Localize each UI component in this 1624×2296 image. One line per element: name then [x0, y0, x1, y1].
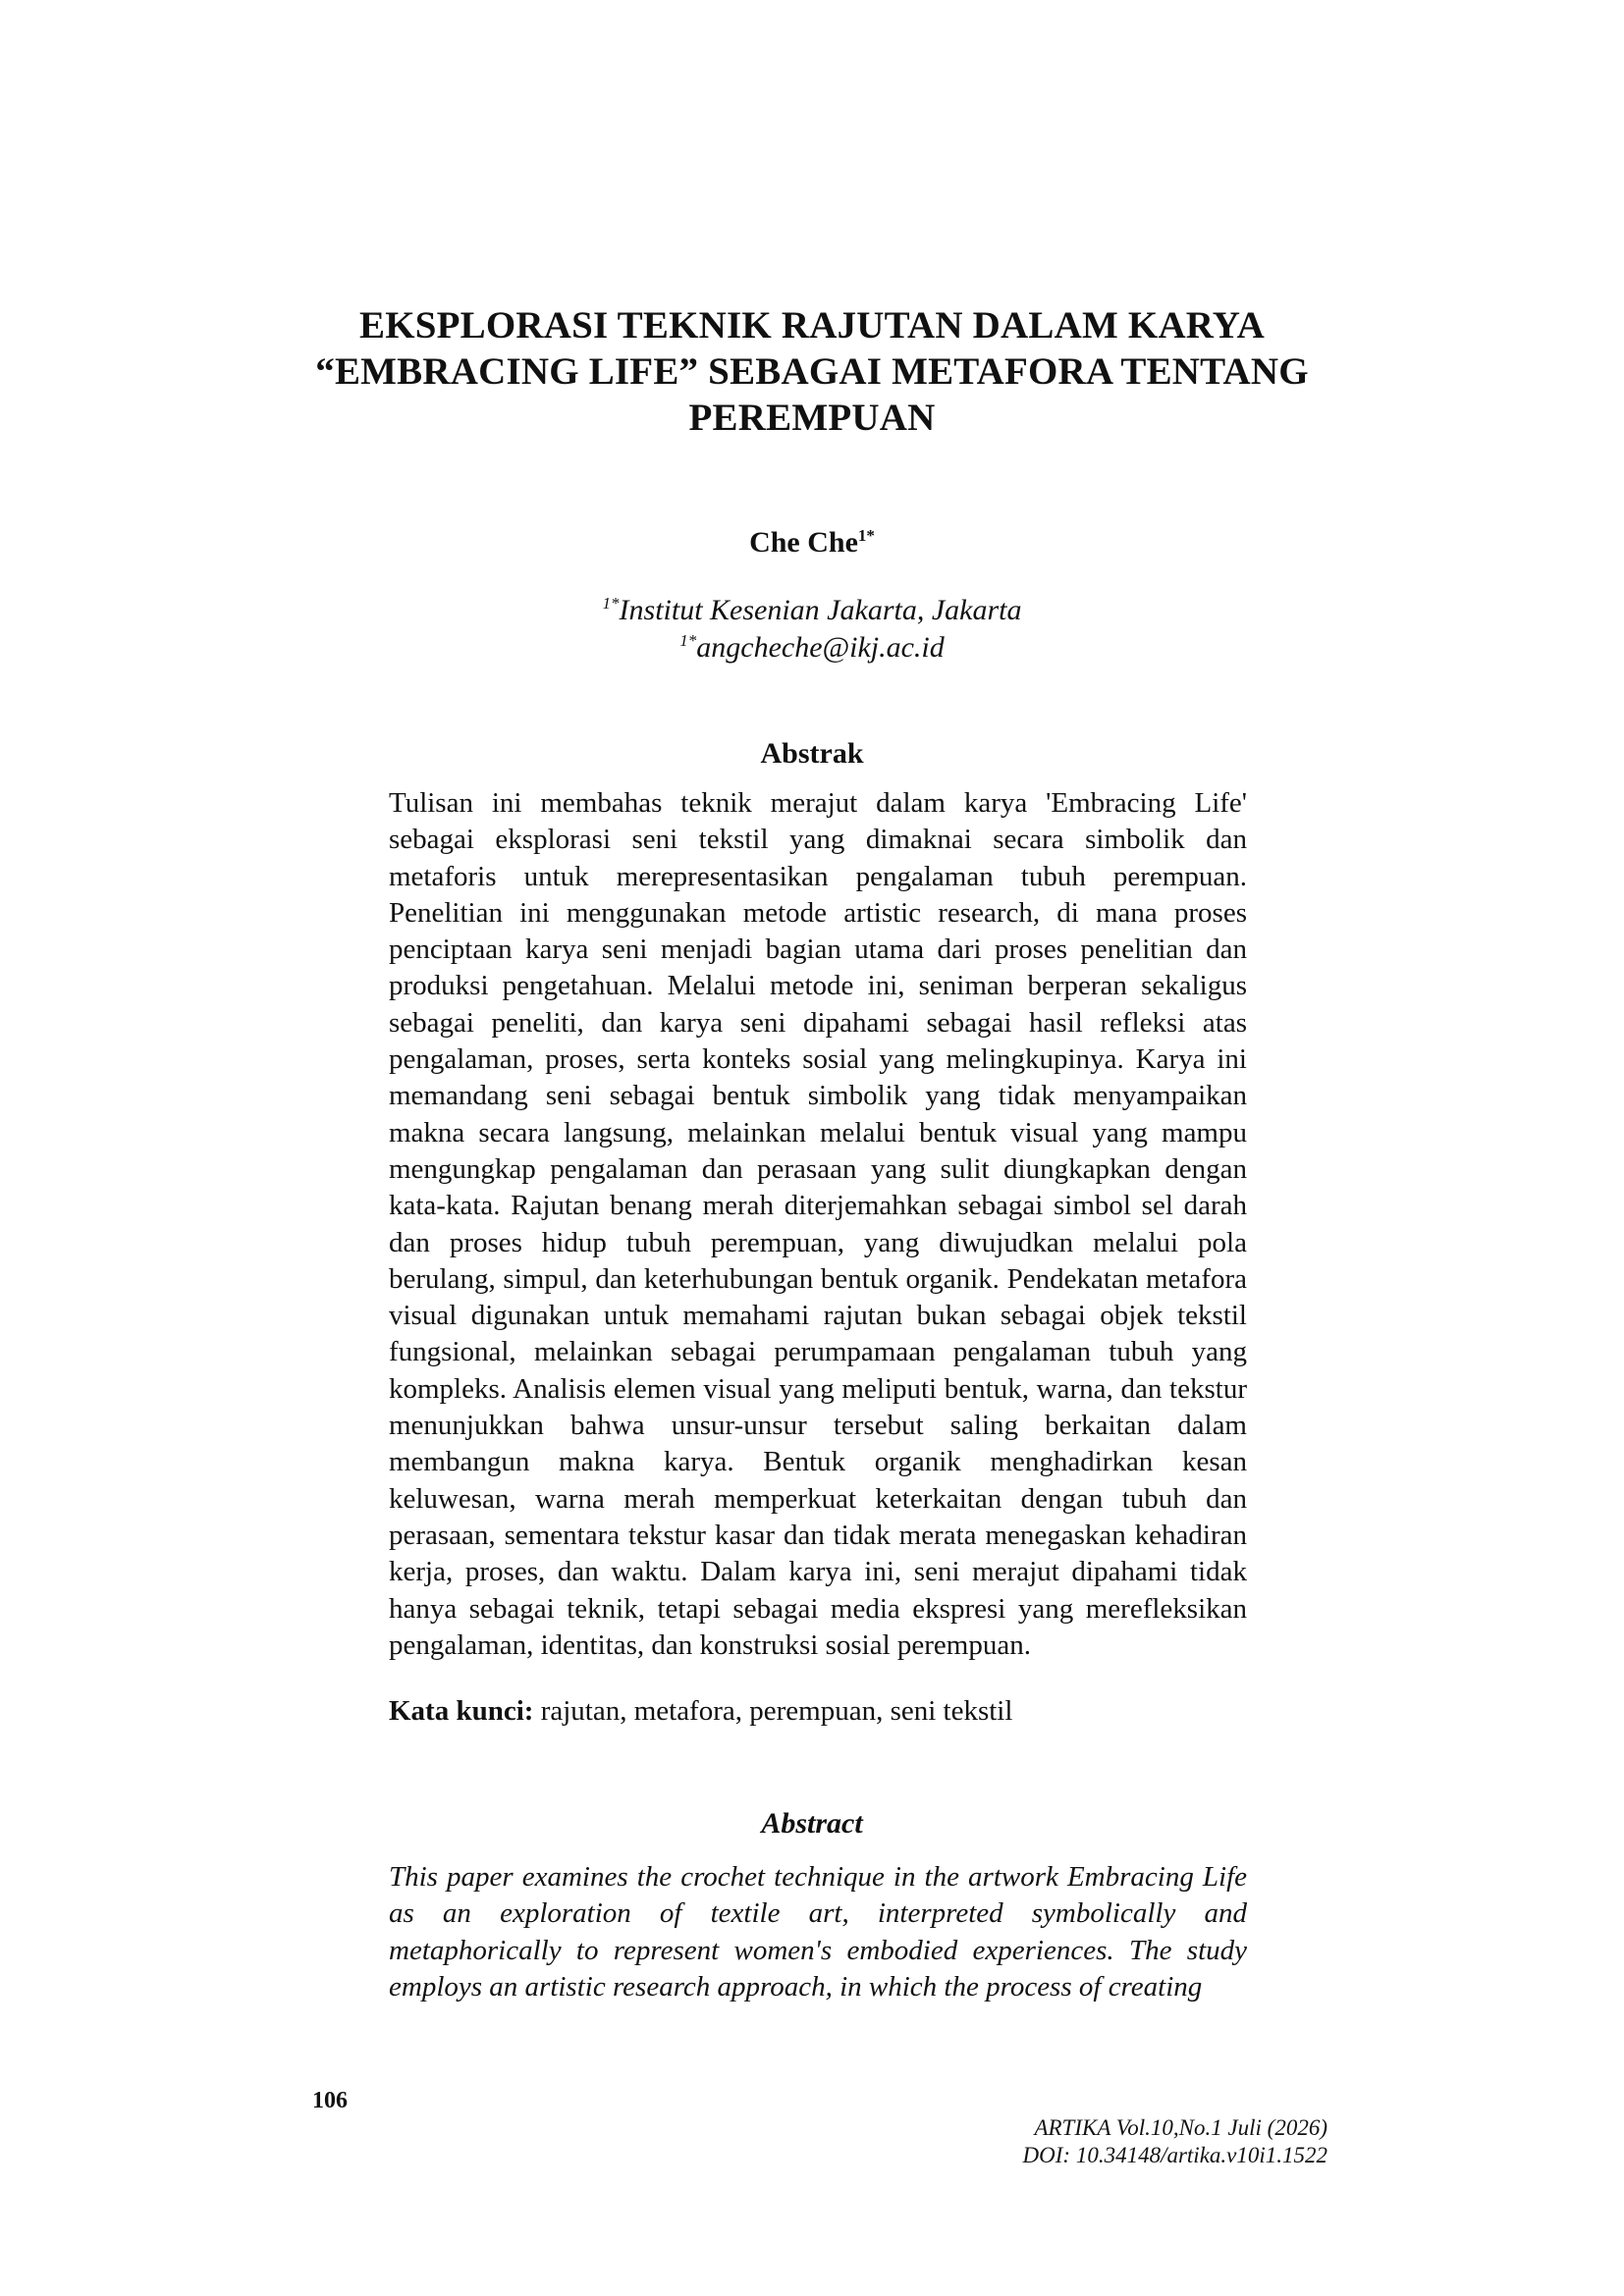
affiliation-block	[0, 592, 1624, 667]
author-email[interactable]: angcheche@ikj.ac.id	[696, 631, 945, 664]
abstract-heading: Abstract	[761, 1807, 863, 1840]
journal-footer	[1023, 2114, 1327, 2169]
paper-title-line: PEREMPUAN	[688, 397, 936, 439]
abstrak-heading: Abstrak	[760, 737, 864, 770]
paper-title-line: EKSPLORASI TEKNIK RAJUTAN DALAM KARYA	[359, 304, 1265, 347]
institution-marker: 1*	[602, 594, 620, 613]
paper-title-line: “EMBRACING LIFE” SEBAGAI METAFORA TENTANG	[315, 350, 1309, 393]
author-name: Che Che	[749, 526, 858, 559]
paper-title	[196, 302, 1428, 441]
email-line	[0, 629, 1624, 667]
journal-citation: ARTIKA Vol.10,No.1 Juli (2026)	[1034, 2115, 1327, 2140]
email-marker: 1*	[679, 631, 697, 650]
keywords-line	[389, 1693, 1247, 1730]
keywords-value: rajutan, metafora, perempuan, seni tekstil	[533, 1695, 1013, 1727]
institution-name: Institut Kesenian Jakarta, Jakarta	[619, 594, 1022, 626]
author-line	[0, 523, 1624, 562]
abstract-text: This paper examines the crochet technique in the artwork Embracing Life as an exploration of textile art, interpreted symbolically and metaphorically to represent women's embodied experiences. The study employs an artistic research approach, in which the process of creating	[389, 1861, 1247, 2002]
journal-doi[interactable]: DOI: 10.34148/artika.v10i1.1522	[1022, 2143, 1327, 2167]
page-number: 106	[312, 2088, 348, 2113]
institution-line	[0, 592, 1624, 629]
keywords-label: Kata kunci:	[389, 1695, 534, 1727]
author-marker: 1*	[857, 526, 875, 545]
abstrak-text: Tulisan ini membahas teknik merajut dalam karya 'Embracing Life' sebagai eksplorasi seni tekstil yang dimaknai secara simbolik dan metaforis untuk merepresentasikan pengalaman tubuh perempuan. Penelitian ini menggunakan metode artistic research, di mana proses penciptaan karya seni menjadi bagian utama dari proses penelitian dan produksi pengetahuan. Melalui metode ini, seniman berperan sekaligus sebagai peneliti, dan karya seni dipahami sebagai hasil refleksi atas pengalaman, proses, serta konteks sosial yang melingkupinya. Karya ini memandang seni sebagai bentuk simbolik yang tidak menyampaikan makna secara langsung, melainkan melalui bentuk visual yang mampu mengungkap pengalaman dan perasaan yang sulit diungkapkan dengan kata-kata. Rajutan benang merah diterjemahkan sebagai simbol sel darah dan proses hidup tubuh perempuan, yang diwujudkan melalui pola berulang, simpul, dan keterhubungan bentuk organik. Pendekatan metafora visual digunakan untuk memahami rajutan bukan sebagai objek tekstil fungsional, melainkan sebagai perumpamaan pengalaman tubuh yang kompleks. Analisis elemen visual yang meliputi bentuk, warna, dan tekstur menunjukkan bahwa unsur-unsur tersebut saling berkaitan dalam membangun makna karya. Bentuk organik menghadirkan kesan keluwesan, warna merah memperkuat keterkaitan dengan tubuh dan perasaan, sementara tekstur kasar dan tidak merata menegaskan kehadiran kerja, proses, dan waktu. Dalam karya ini, seni merajut dipahami tidak hanya sebagai teknik, tetapi sebagai media ekspresi yang merefleksikan pengalaman, identitas, dan konstruksi sosial perempuan.	[389, 787, 1247, 1661]
